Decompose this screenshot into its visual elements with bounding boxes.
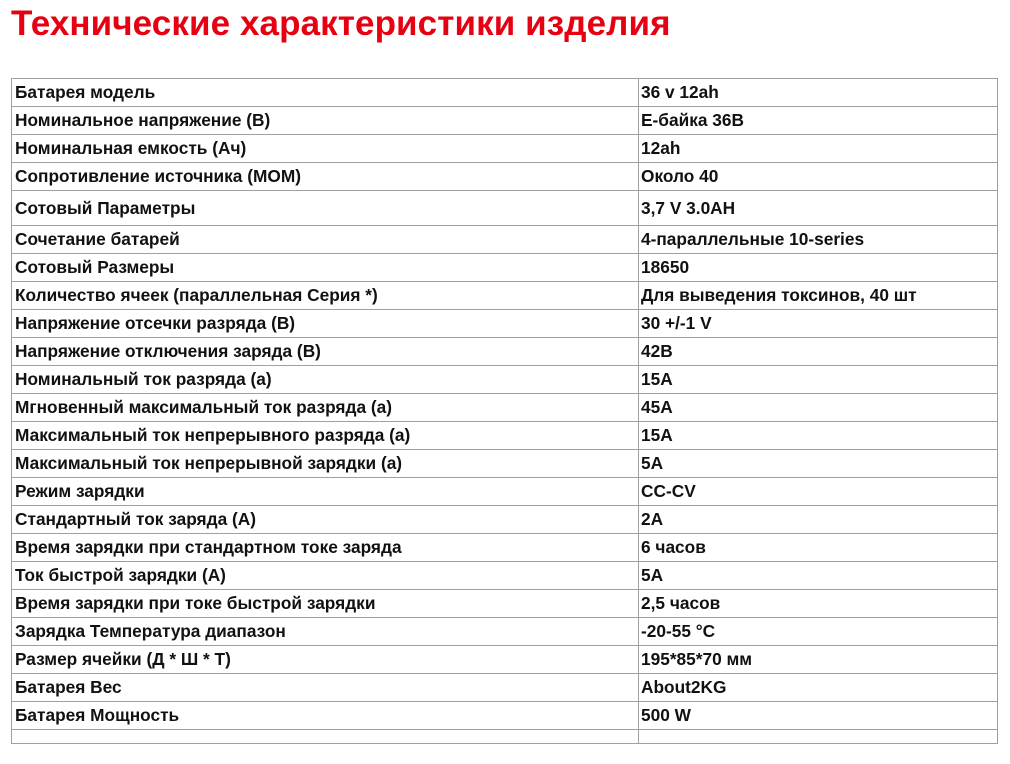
spec-label: Сочетание батарей bbox=[12, 226, 639, 254]
table-row bbox=[12, 394, 998, 422]
table-row bbox=[12, 590, 998, 618]
table-row bbox=[12, 450, 998, 478]
spec-value: -20-55 °C bbox=[639, 618, 998, 646]
spec-label: Размер ячейки (Д * Ш * Т) bbox=[12, 646, 639, 674]
spec-value: E-байка 36В bbox=[639, 107, 998, 135]
spec-label: Батарея модель bbox=[12, 79, 639, 107]
table-row bbox=[12, 422, 998, 450]
spec-value: CC-CV bbox=[639, 478, 998, 506]
spec-label: Время зарядки при токе быстрой зарядки bbox=[12, 590, 639, 618]
table-row bbox=[12, 366, 998, 394]
spec-label: Номинальная емкость (Ач) bbox=[12, 135, 639, 163]
table-row bbox=[12, 107, 998, 135]
spec-table-body bbox=[12, 79, 998, 744]
table-row bbox=[12, 191, 998, 226]
table-row bbox=[12, 618, 998, 646]
spec-label: Стандартный ток заряда (А) bbox=[12, 506, 639, 534]
spec-label: Батарея Вес bbox=[12, 674, 639, 702]
spec-label: Мгновенный максимальный ток разряда (а) bbox=[12, 394, 639, 422]
spec-label: Номинальное напряжение (В) bbox=[12, 107, 639, 135]
spec-value: 12ah bbox=[639, 135, 998, 163]
table-row bbox=[12, 562, 998, 590]
spec-value bbox=[639, 730, 998, 744]
spec-value: 4-параллельные 10-series bbox=[639, 226, 998, 254]
spec-value: Для выведения токсинов, 40 шт bbox=[639, 282, 998, 310]
spec-value: 30 +/-1 V bbox=[639, 310, 998, 338]
table-row bbox=[12, 534, 998, 562]
table-row bbox=[12, 478, 998, 506]
spec-label: Количество ячеек (параллельная Серия *) bbox=[12, 282, 639, 310]
spec-table bbox=[11, 78, 998, 744]
spec-value: 5A bbox=[639, 450, 998, 478]
table-row bbox=[12, 730, 998, 744]
spec-value: 18650 bbox=[639, 254, 998, 282]
spec-value: 195*85*70 мм bbox=[639, 646, 998, 674]
spec-value: 2A bbox=[639, 506, 998, 534]
spec-value: 45A bbox=[639, 394, 998, 422]
spec-value: About2KG bbox=[639, 674, 998, 702]
spec-value: Около 40 bbox=[639, 163, 998, 191]
spec-value: 15A bbox=[639, 366, 998, 394]
spec-label: Максимальный ток непрерывной зарядки (а) bbox=[12, 450, 639, 478]
spec-label: Режим зарядки bbox=[12, 478, 639, 506]
table-row bbox=[12, 310, 998, 338]
page-title: Технические характеристики изделия bbox=[11, 4, 671, 43]
spec-label: Максимальный ток непрерывного разряда (а) bbox=[12, 422, 639, 450]
spec-label: Сопротивление источника (МОМ) bbox=[12, 163, 639, 191]
table-row bbox=[12, 702, 998, 730]
spec-label: Номинальный ток разряда (а) bbox=[12, 366, 639, 394]
table-row bbox=[12, 674, 998, 702]
spec-value: 42В bbox=[639, 338, 998, 366]
spec-label: Время зарядки при стандартном токе заряда bbox=[12, 534, 639, 562]
spec-label: Ток быстрой зарядки (А) bbox=[12, 562, 639, 590]
table-row bbox=[12, 254, 998, 282]
spec-value: 2,5 часов bbox=[639, 590, 998, 618]
spec-value: 15A bbox=[639, 422, 998, 450]
spec-label bbox=[12, 730, 639, 744]
table-row bbox=[12, 338, 998, 366]
spec-label: Напряжение отсечки разряда (В) bbox=[12, 310, 639, 338]
table-row bbox=[12, 135, 998, 163]
spec-value: 5A bbox=[639, 562, 998, 590]
table-row bbox=[12, 506, 998, 534]
spec-value: 36 v 12ah bbox=[639, 79, 998, 107]
spec-label: Сотовый Параметры bbox=[12, 191, 639, 226]
table-row bbox=[12, 646, 998, 674]
table-row bbox=[12, 226, 998, 254]
spec-label: Зарядка Температура диапазон bbox=[12, 618, 639, 646]
spec-value: 6 часов bbox=[639, 534, 998, 562]
table-row bbox=[12, 163, 998, 191]
spec-label: Батарея Мощность bbox=[12, 702, 639, 730]
spec-value: 500 W bbox=[639, 702, 998, 730]
table-row bbox=[12, 282, 998, 310]
spec-label: Напряжение отключения заряда (В) bbox=[12, 338, 639, 366]
spec-label: Сотовый Размеры bbox=[12, 254, 639, 282]
spec-value: 3,7 V 3.0AH bbox=[639, 191, 998, 226]
table-row bbox=[12, 79, 998, 107]
